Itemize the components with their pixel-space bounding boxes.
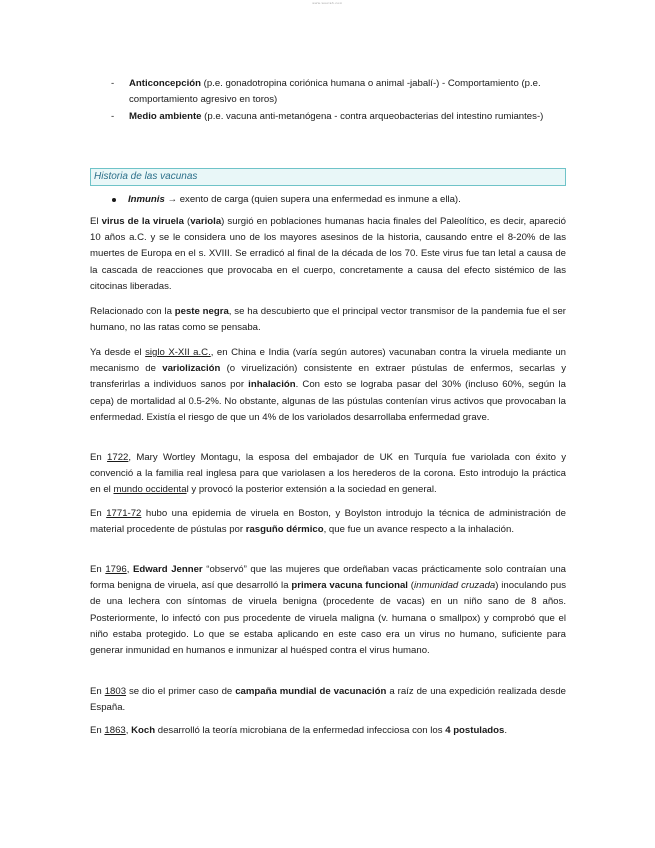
list-item — [90, 76, 566, 108]
text-run: hubo una epidemia de viruela en Boston, y Boylston introdujo la técnica de administración de material procedente de pústulas por — [90, 508, 566, 536]
dash-marker: - — [111, 111, 115, 123]
text-run: “observó” que las mujeres que ordeñaban vacas prácticamente solo contraían una forma benigna de viruela, así que desarrolló la — [90, 564, 566, 592]
text-run: En — [90, 686, 105, 697]
text-run: ( — [407, 580, 414, 592]
underline-run: siglo X-XII a.C. — [145, 347, 211, 358]
underline-run: 1803 — [104, 686, 127, 697]
bold-run: variolización — [162, 363, 221, 375]
paragraph-1803 — [90, 684, 566, 716]
bold-run: variola — [190, 216, 222, 227]
text-run: En — [90, 452, 108, 463]
text-run: En — [90, 508, 107, 519]
bold-run: 4 postulados — [445, 725, 505, 736]
dash-list — [90, 76, 566, 127]
text-run: Relacionado con la — [90, 306, 175, 317]
paragraph-1722 — [90, 450, 566, 499]
paragraph-1796 — [90, 562, 566, 659]
list-item — [90, 109, 566, 125]
text-run: . Con esto se lograba pasar del 30% (incluso 60%, según la cepa) de mortalidad al 0.5-2%. No obstante, algunas de las pústulas contenían virus activos que provocaban la enfermedad. Existía el riesgo de que un 4% de los variolados desarrollaba enfermedad grave. — [90, 379, 566, 423]
paragraph-viruela — [90, 214, 566, 295]
text-run: desarrolló la teoría microbiana de la enfermedad infecciosa con los — [155, 725, 446, 736]
paragraph-peste — [90, 304, 566, 336]
list-item-text: (p.e. gonadotropina coriónica humana o animal -jabalí-) - Comportamiento (p.e. comportamiento agresivo en toros) — [129, 78, 541, 106]
underline-run: 1796 — [105, 564, 127, 575]
paragraph-1771 — [90, 506, 566, 538]
text-run: , Mary Wortley Montagu, la esposa del embajador de UK en Turquía fue variolada con éxito y convenció a la familia real inglesa para que variolasen a los herederos de la corona. Esto introdujo la práctica en el — [90, 452, 567, 496]
arrow-glyph: → — [167, 194, 178, 205]
bold-run: peste negra — [174, 306, 229, 317]
page-header-text: www.wuolah.com — [312, 1, 343, 5]
list-item-term: Medio ambiente — [129, 111, 202, 123]
italic-run: inmunidad cruzada — [414, 580, 496, 592]
text-run: ( — [183, 216, 191, 227]
text-run: se dio el primer caso de — [126, 686, 236, 697]
list-item-term: Anticoncepción — [129, 78, 201, 89]
bullet-dot-icon — [112, 198, 116, 202]
list-item-text: (p.e. vacuna anti-metanógena - contra arqueobacterias del intestino rumiantes-) — [201, 111, 544, 123]
bullet-item — [90, 192, 566, 208]
underline-run: mundo occidenta — [113, 484, 187, 496]
section-heading: Historia de las vacunas — [90, 168, 566, 186]
bold-run: rasguño dérmico — [245, 524, 324, 536]
paragraph-1863 — [90, 723, 566, 739]
text-run: l y provocó la posterior extensión a la sociedad en general. — [186, 484, 437, 496]
bold-run: inhalación — [248, 379, 296, 391]
text-run: En — [90, 725, 105, 736]
underline-run: 1722 — [107, 452, 129, 463]
underline-run: 1863 — [104, 725, 126, 736]
bullet-term: Inmunis — [128, 194, 165, 205]
text-run: . — [504, 725, 508, 736]
text-run: En — [90, 564, 106, 575]
dash-marker: - — [111, 78, 115, 89]
text-run: ) inoculando pus de una lechera con síntomas de viruela benigna (procedente de vacas) en un niño sano de 8 años. Posteriormente, lo infectó con pus procedente de viruela maligna (v. humana o smallpox) y comprobó que el niño estaba protegido. Lo que se estaba aplicando en este caso era un virus no humano, suficiente para generar inmunidad en humanos e inmunizar al huésped contra el virus humano. — [90, 580, 566, 657]
underline-run: 1771-72 — [106, 508, 142, 519]
paragraph-variolizacion — [90, 345, 566, 426]
bold-run: Koch — [131, 725, 156, 736]
bold-run: primera vacuna funcional — [291, 580, 408, 592]
text-run: a raíz de una expedición realizada desde España. — [90, 686, 566, 714]
text-run: (o viruelización) consistente en extraer pústulas de enfermos, secarlas y transferirlas a individuos sanos por — [90, 363, 567, 391]
bullet-text: exento de carga (quien supera una enfermedad es inmune a ella). — [177, 194, 461, 205]
text-run: , en China e India (varía según autores) vacunaban contra la viruela mediante un mecanismo de — [90, 347, 567, 375]
text-run: Ya desde el — [90, 347, 146, 358]
text-run: , se ha descubierto que el principal vector transmisor de la pandemia fue el ser humano, no las ratas como se pensaba. — [90, 306, 566, 334]
text-run: , — [126, 564, 133, 575]
text-run: , que fue un avance respecto a la inhalación. — [323, 524, 514, 536]
bold-run: Edward Jenner — [132, 564, 203, 575]
text-run: , — [125, 725, 132, 736]
bold-run: virus de la viruela — [101, 216, 184, 227]
text-run: ) surgió en poblaciones humanas hacia finales del Paleolítico, es decir, apareció 10 años a.C. y se le considera uno de los mayores asesinos de la historia, causando entre el 8-20% de las muertes de Europa en el s. XVIII. Se erradicó al final de la década de los 70. Este virus fue tan letal a causa de la cascada de reacciones que provocaba en el cuerpo, concretamente a causa del efecto sistémico de las citocinas liberadas. — [90, 216, 566, 292]
text-run: El — [90, 216, 102, 227]
bold-run: campaña mundial de vacunación — [235, 686, 387, 697]
